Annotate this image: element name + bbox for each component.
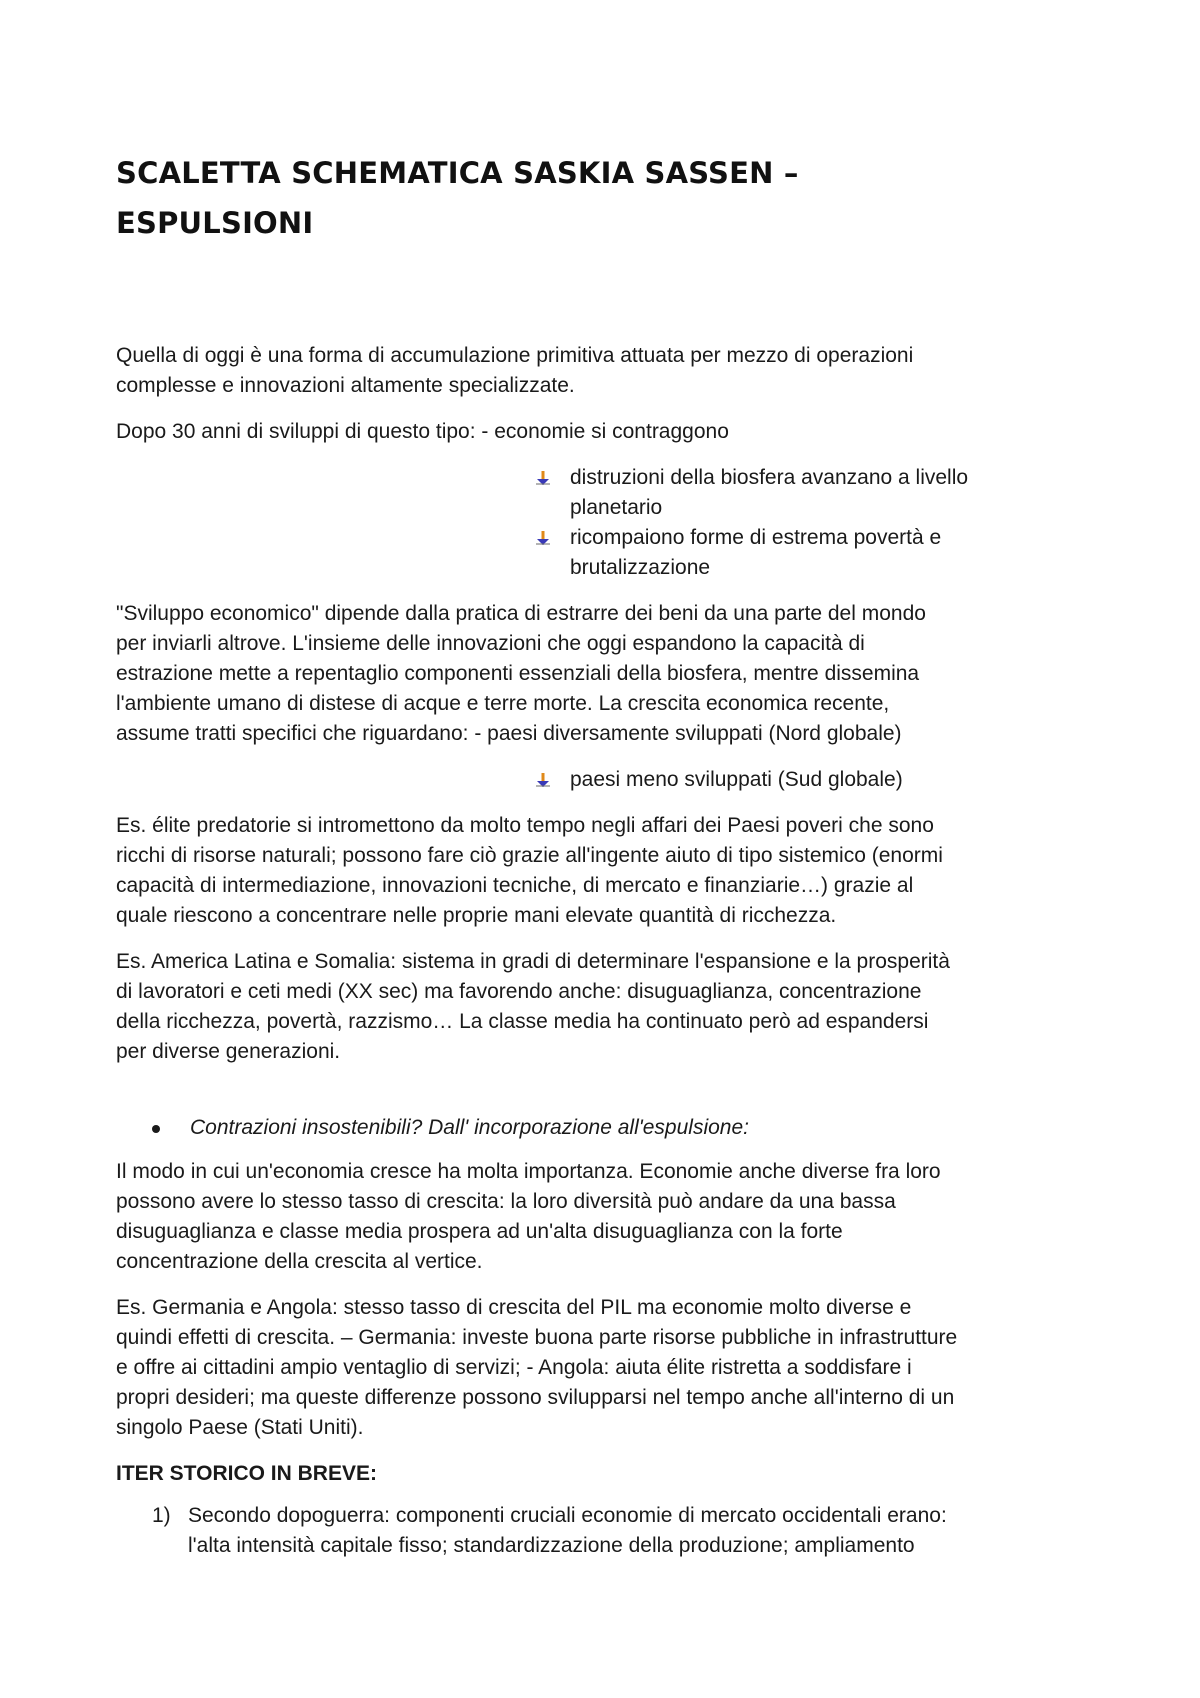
paragraph-es-germania: Es. Germania e Angola: stesso tasso di crescita del PIL ma economie molto diverse e quindi effetti di crescita. – Germania: investe buona parte risorse pubbliche in infrastrutture e offre ai cittadini ampio ventaglio di servizi; - Angola: aiuta élite ristretta a soddisfare i propri desideri; ma queste differenze possono svilupparsi nel tempo anche all'interno di un singolo Paese (Stati Uniti). [116,1296,958,1439]
paragraph-modo: Il modo in cui un'economia cresce ha molta importanza. Economie anche diverse fra loro possono avere lo stesso tasso di crescita: la loro diversità può andare da una bassa disuguaglianza e classe media prospera ad un'alta disuguaglianza con la forte concentrazione della crescita al vertice. [116,1160,941,1273]
list-item: paesi meno sviluppati (Sud globale) [534,765,1094,795]
list-item: 1) Secondo dopoguerra: componenti cruciali economie di mercato occidentali erano: l'alta intensità capitale fisso; standardizzazione della produzione; ampliamento [152,1501,1092,1561]
paragraph-intro: Quella di oggi è una forma di accumulazione primitiva attuata per mezzo di operazioni complesse e innovazioni altamente specializzate. [116,344,914,397]
down-arrow-bullet-icon [534,470,552,486]
paragraph-sviluppo: "Sviluppo economico" dipende dalla pratica di estrarre dei beni da una parte del mondo per inviarli altrove. L'insieme delle innovazioni che oggi espandono la capacità di estrazione mette a repentaglio componenti essenziali della biosfera, mentre dissemina l'ambiente umano di distese di acque e terre morte. La crescita economica recente, assume tratti specifici che riguardano: - paesi diversamente sviluppati (Nord globale) [116,602,926,745]
document-title [116,148,1092,248]
down-arrow-bullet-icon [534,772,552,788]
section-heading-iter-storico: ITER STORICO IN BREVE: [116,1462,377,1485]
down-arrow-bullet-icon [534,530,552,546]
paragraph-dopo: Dopo 30 anni di sviluppi di questo tipo: - economie si contraggono [116,420,729,443]
paragraph-es-america: Es. America Latina e Somalia: sistema in gradi di determinare l'espansione e la prosperità di lavoratori e ceti medi (XX sec) ma favorendo anche: disuguaglianza, concentrazione della ricchezza, povertà, razzismo… La classe media ha continuato però ad espandersi per diverse generazioni. [116,950,950,1063]
bullet-list-contrazioni [152,1113,1092,1143]
list-item: ricompaiono forme di estrema povertà e brutalizzazione [534,523,1094,583]
list-item: Contrazioni insostenibili? Dall' incorporazione all'espulsione: [152,1113,1092,1143]
title-line-1: SCALETTA SCHEMATICA SASKIA SASSEN – [116,156,799,190]
arrow-list-sud-globale [534,765,1094,795]
arrow-list-consequences [534,463,1094,583]
list-number: 1) [152,1504,171,1527]
title-line-2: ESPULSIONI [116,206,314,240]
numbered-list-iter [152,1501,1092,1561]
document-page [116,148,1092,1561]
paragraph-es-elite: Es. élite predatorie si intromettono da molto tempo negli affari dei Paesi poveri che sono ricchi di risorse naturali; possono fare ciò grazie all'ingente aiuto di tipo sistemico (enormi capacità di intermediazione, innovazioni tecniche, di mercato e finanziarie…) grazie al quale riescono a concentrare nelle proprie mani elevate quantità di ricchezza. [116,814,943,927]
round-bullet-icon [152,1125,160,1133]
list-item: distruzioni della biosfera avanzano a livello planetario [534,463,1094,523]
